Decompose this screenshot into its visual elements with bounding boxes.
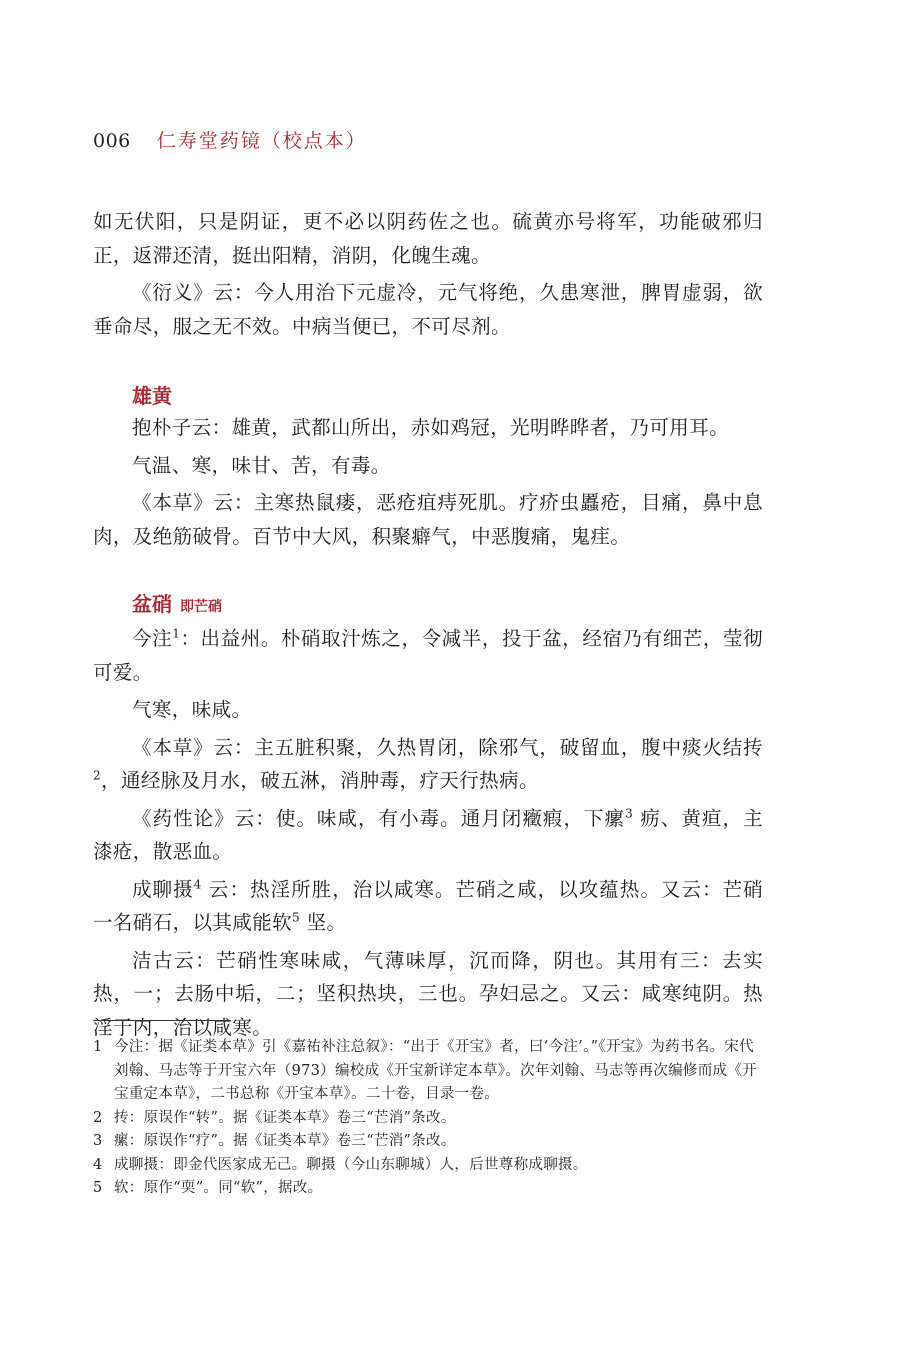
text-run: 坚。 [300,911,347,934]
text-run: 《本草》云：主五脏积聚，久热胃闭，除邪气，破留血，腹中痰火结抟 [132,735,763,759]
footnote-ref[interactable]: 1 [172,626,181,641]
intro-paragraph-2: 《衍义》云：今人用治下元虚冷，元气将绝，久患寒泄，脾胃虚弱，欲垂命尽，服之无不效。中病当便已，不可尽剂。 [93,281,763,338]
footnote-number: 4 [93,1156,103,1173]
footnote-number: 3 [93,1133,103,1149]
section-title-note: 即芒硝 [180,599,222,615]
xionghuang-paragraph-2: 气温、寒，味甘、苦，有毒。 [132,453,391,477]
text-run: 今注 [132,627,173,650]
xionghuang-paragraph-1: 抱朴子云：雄黄，武都山所出，赤如鸡冠，光明晔晔者，乃可用耳。 [132,416,730,439]
footnote-item [93,1107,763,1131]
penxiao-paragraph-3 [93,731,763,798]
xionghuang-paragraph-3: 《本草》云：主寒热鼠瘘，恶疮疽痔死肌。疗疥虫䘌疮，目痛，鼻中息肉，及绝筋破骨。百节中大风，积聚癖气，中恶腹痛，鬼疰。 [93,491,763,548]
footnote-ref[interactable]: 2 [93,768,102,783]
footnote-divider [93,1020,231,1021]
penxiao-paragraph-6: 洁古云：芒硝性寒味咸，气薄味厚，沉而降，阴也。其用有三：去实热，一；去肠中垢，二；坚积热块，三也。孕妇忌之。又云：咸寒纯阴。热淫于内，治以咸寒。 [93,948,763,1039]
main-text [93,205,763,1044]
text-run: 《药性论》云：使。味咸，有小毒。通月闭癥瘕，下瘰 [132,806,626,830]
footnote-number: 5 [93,1180,103,1196]
footnote-number: 1 [93,1039,103,1055]
intro-paragraph-1: 如无伏阳，只是阴证，更不必以阴药佐之也。硫黄亦号将军，功能破邪归正，返滞还清，挺出阳精，消阴，化魄生魂。 [93,210,763,267]
footnote-text: 瘰：原误作“疗”。据《证类本草》卷三“芒消”条改。 [114,1133,456,1149]
text-run: 云：热淫所胜，治以咸寒。芒硝之咸，以攻蕴热。又云：芒硝一名硝石，以其咸能软 [93,877,763,934]
footnote-item [93,1036,763,1107]
section-title-text: 雄黄 [132,384,172,408]
section-penxiao [93,589,763,1044]
penxiao-paragraph-4 [93,802,763,869]
running-title: 仁寿堂药镜（校点本） [156,130,367,152]
footnote-text: 抟：原误作“转”。据《证类本草》卷三“芒消”条改。 [114,1109,456,1126]
text-run: 疬、黄疸，主漆疮，散恶血。 [93,806,763,863]
section-title-penxiao [93,589,763,622]
text-run: ：出益州。朴硝取汁炼之，令减半，投于盆，经宿乃有细芒，莹彻可爱。 [93,627,763,684]
text-run: ，通经脉及月水，破五淋，消肿毒，疗天行热病。 [101,769,539,792]
penxiao-paragraph-5 [93,873,763,940]
section-xionghuang [93,381,763,553]
section-title-text: 盆硝 [132,592,172,616]
section-title-xionghuang [93,381,763,411]
page-number: 006 [93,130,131,152]
text-run: 成聊摄 [132,877,194,901]
footnotes [93,1036,763,1201]
footnote-item [93,1130,763,1154]
penxiao-paragraph-1 [93,622,763,689]
penxiao-paragraph-2: 气寒，味咸。 [132,698,252,721]
footnote-text: 今注：据《证类本草》引《嘉祐补注总叙》：“出于《开宝》者，曰‘今注’。”《开宝》为药书名。宋代刘翰、马志等于开宝六年（973）编校成《开宝新详定本草》。次年刘翰、马志等再次编修而成《开宝重定本草》，二书总称《开宝本草》。二十卷，目录一卷。 [114,1039,757,1102]
footnote-ref[interactable]: 3 [625,806,634,820]
footnote-number: 2 [93,1109,103,1126]
footnote-ref[interactable]: 4 [193,877,202,891]
footnote-item [93,1154,763,1178]
footnote-item [93,1177,763,1201]
footnote-text: 软：原作“耎”。同“软”，据改。 [114,1180,323,1196]
footnote-text: 成聊摄：即金代医家成无己。聊摄（今山东聊城）人，后世尊称成聊摄。 [114,1156,588,1173]
footnote-ref[interactable]: 5 [292,910,301,925]
page-header [93,126,367,153]
